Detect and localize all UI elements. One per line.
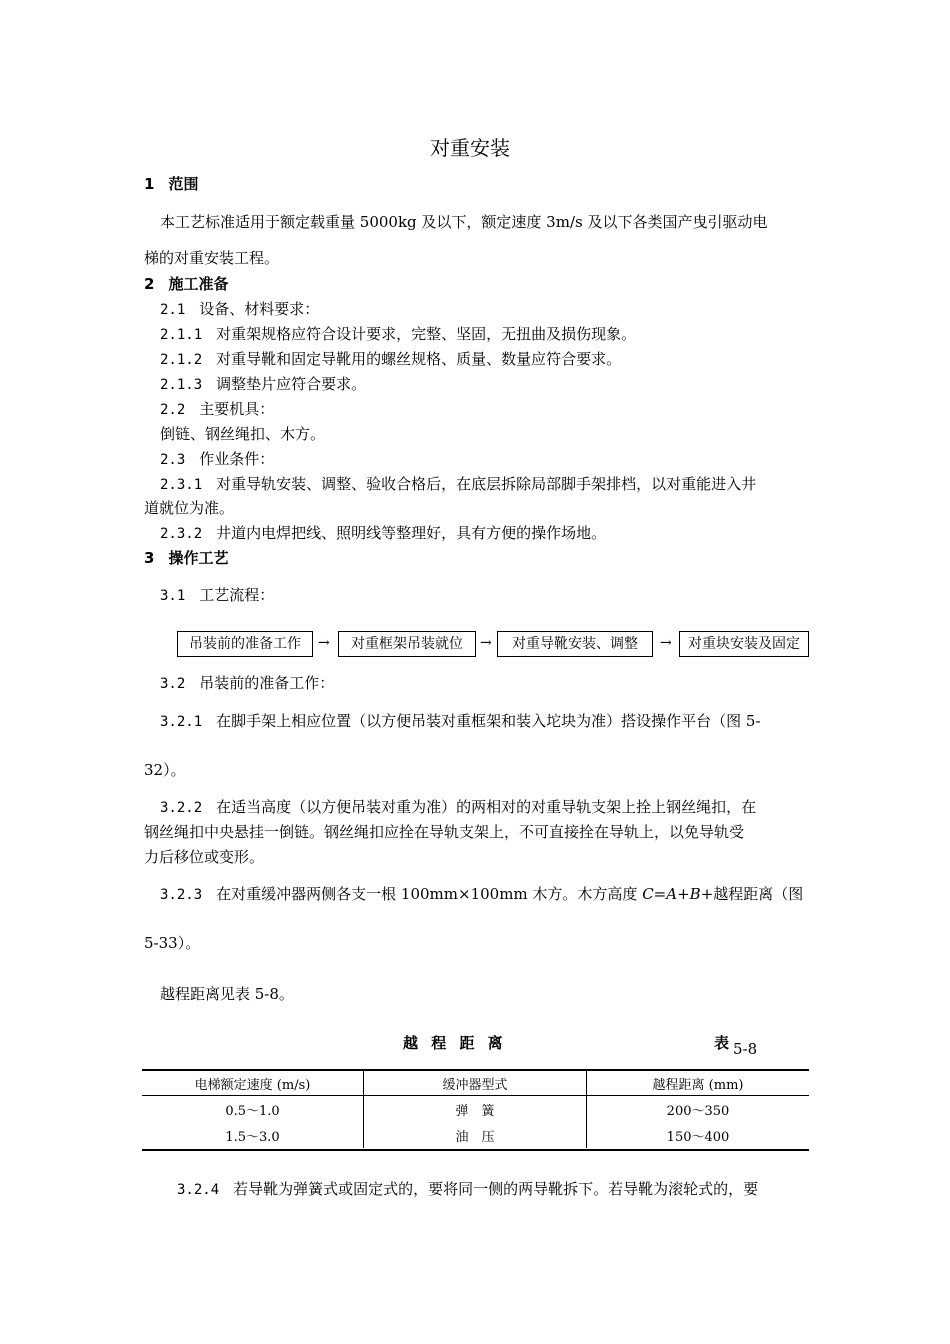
item-text: 设备、材料要求：: [199, 300, 320, 318]
item-text: 在对重缓冲器两侧各支一根 100mm×100mm 木方。木方高度: [216, 885, 643, 903]
item-3-2-1: [160, 710, 761, 731]
flow-step-3: 对重导靴安装、调整: [497, 631, 653, 657]
item-text: 作业条件：: [199, 450, 275, 468]
item-text: 在适当高度（以方便吊装对重为准）的两相对的对重导轨支架上拴上钢丝绳扣，在: [216, 798, 757, 816]
item-3-2-4: [177, 1178, 758, 1199]
item-number: 3.2.4: [177, 1182, 220, 1198]
table-cell: 150～400: [666, 1129, 730, 1145]
overtravel-table: [142, 1071, 809, 1148]
item-3-2-2: [160, 796, 756, 817]
item-number: 3.2.3: [160, 887, 203, 903]
item-number: 3.2.2: [160, 800, 203, 816]
item-2-1-1: [160, 323, 636, 344]
table-number: 5-8: [733, 1040, 758, 1058]
item-number: 3.2: [160, 676, 186, 692]
page-title: 对重安装: [430, 136, 510, 160]
table-cell: 0.5～1.0: [142, 1096, 364, 1123]
table-cell: 油 压: [364, 1122, 587, 1148]
table-row: [142, 1122, 809, 1148]
item-text: 井道内电焊把线、照明线等整理好，具有方便的操作场地。: [216, 524, 607, 542]
item-text: 若导靴为弹簧式或固定式的，要将同一侧的两导靴拆下。若导靴为滚轮式的，要: [233, 1180, 759, 1198]
table-cell: 200～350: [666, 1103, 730, 1119]
item-3-2-2-cont: 钢丝绳扣中央悬挂一倒链。钢丝绳扣应拴在导轨支架上，不可直接拴在导轨上，以免导轨受: [144, 823, 745, 841]
flow-step-4: 对重块安装及固定: [679, 631, 809, 657]
section-title: 施工准备: [168, 275, 229, 293]
item-text: 调整垫片应符合要求。: [216, 375, 367, 393]
item-2-1: [160, 298, 319, 319]
item-number: 2.3.1: [160, 477, 203, 493]
flow-arrow-icon: →: [660, 635, 672, 651]
item-text: 对重架规格应符合设计要求，完整、坚固，无扭曲及损伤现象。: [216, 325, 637, 343]
table-header-row: [142, 1071, 809, 1096]
item-3-2-3: [160, 883, 803, 904]
section-number: 2: [144, 275, 155, 293]
table-bottom-rule: [142, 1149, 809, 1151]
item-3-1: [160, 584, 274, 605]
section-title: 范围: [168, 175, 199, 193]
paragraph-line: 梯的对重安装工程。: [144, 249, 280, 267]
table-title: 越 程 距 离: [403, 1034, 507, 1052]
item-text: 吊装前的准备工作：: [199, 674, 335, 692]
section-2-heading: [144, 273, 228, 294]
item-number: 2.3: [160, 452, 186, 468]
item-number: 3.1: [160, 588, 186, 604]
item-text: 对重导靴和固定导靴用的螺丝规格、质量、数量应符合要求。: [216, 350, 622, 368]
item-3-2: [160, 672, 334, 693]
item-number: 2.1.3: [160, 377, 203, 393]
formula-var-b: B: [689, 885, 701, 903]
flow-arrow-icon: →: [480, 635, 492, 651]
formula-plus: +: [677, 885, 690, 903]
section-3-heading: [144, 547, 228, 568]
formula-var-a: A: [666, 885, 678, 903]
section-number: 1: [144, 175, 155, 193]
item-2-3-1-cont: 道就位为准。: [144, 499, 235, 517]
item-text: 在脚手架上相应位置（以方便吊装对重框架和装入坨块为准）搭设操作平台（图 5-: [216, 712, 761, 730]
section-1-heading: [144, 173, 198, 194]
item-number: 2.1: [160, 302, 186, 318]
item-2-2: [160, 398, 274, 419]
table-cell: 1.5～3.0: [142, 1122, 364, 1148]
table-label: 表: [714, 1034, 730, 1052]
item-3-2-3-cont: 5-33）。: [144, 934, 201, 952]
item-2-1-2: [160, 348, 621, 369]
table-row: [142, 1096, 809, 1123]
item-text: 主要机具：: [199, 400, 275, 418]
item-2-3-1: [160, 473, 756, 494]
section-number: 3: [144, 549, 155, 567]
table-header-cell: 缓冲器型式: [364, 1071, 587, 1096]
flow-step-2: 对重框架吊装就位: [338, 631, 476, 657]
item-text: 对重导轨安装、调整、验收合格后，在底层拆除局部脚手架排档，以对重能进入井: [216, 475, 757, 493]
item-3-2-1-cont: 32）。: [144, 761, 186, 779]
item-number: 2.2: [160, 402, 186, 418]
section-title: 操作工艺: [168, 549, 229, 567]
item-text-tail: +越程距离（图: [700, 885, 804, 903]
paragraph-line: 本工艺标准适用于额定载重量 5000kg 及以下，额定速度 3m/s 及以下各类国产曳引驱动电: [160, 213, 768, 231]
item-number: 3.2.1: [160, 714, 203, 730]
formula-eq: =: [653, 885, 667, 903]
table-header-cell: 电梯额定速度 (m/s): [142, 1071, 364, 1096]
item-text: 工艺流程：: [199, 586, 275, 604]
table-header-cell: 越程距离 (mm): [587, 1071, 810, 1096]
item-number: 2.1.1: [160, 327, 203, 343]
table-cell: 弹 簧: [364, 1096, 587, 1123]
item-3-2-2-cont: 力后移位或变形。: [144, 848, 265, 866]
item-2-3-2: [160, 522, 606, 543]
item-2-1-3: [160, 373, 366, 394]
item-number: 2.3.2: [160, 526, 203, 542]
flow-arrow-icon: →: [318, 635, 330, 651]
flow-step-1: 吊装前的准备工作: [177, 631, 313, 657]
tools-list: 倒链、钢丝绳扣、木方。: [160, 425, 326, 443]
item-2-3: [160, 448, 274, 469]
item-number: 2.1.2: [160, 352, 203, 368]
table-reference-note: 越程距离见表 5-8。: [160, 985, 294, 1003]
formula-var-c: C: [642, 885, 654, 903]
